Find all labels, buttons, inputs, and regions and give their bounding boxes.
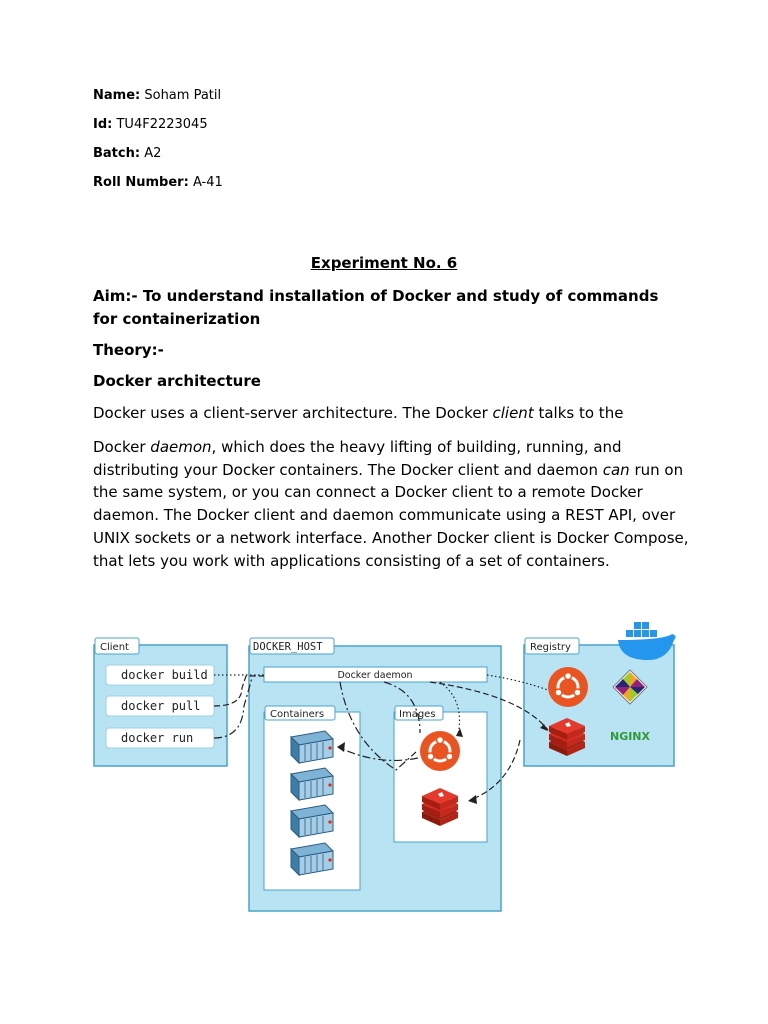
client-title: Client	[100, 642, 129, 653]
id-label: Id:	[93, 117, 113, 132]
redis-registry-icon	[549, 718, 585, 756]
roll-label: Roll Number:	[93, 175, 189, 190]
redis-image-icon	[422, 788, 458, 826]
batch-label: Batch:	[93, 146, 141, 161]
id-value: TU4F2223045	[116, 117, 208, 132]
container-icon	[291, 805, 333, 837]
aim-heading: Aim:- To understand installation of Docker and study of commands for containerization	[93, 287, 659, 328]
theory-heading: Theory:-	[93, 341, 164, 359]
registry-panel	[524, 645, 674, 766]
experiment-title: Experiment No. 6	[310, 254, 458, 272]
paragraph-line: the same system, or you can connect a Docker client to a remote Docker	[93, 483, 643, 502]
emphasis-client: client	[492, 404, 534, 422]
ubuntu-registry-icon	[548, 667, 588, 707]
name-value: Soham Patil	[144, 88, 222, 103]
container-icon	[291, 731, 333, 763]
name-label: Name:	[93, 88, 141, 103]
images-title: Images	[399, 709, 436, 720]
emphasis-daemon: daemon	[150, 438, 212, 456]
paragraph-line: UNIX sockets or a network interface. Another Docker client is Docker Compose,	[93, 528, 689, 547]
containers-title: Containers	[270, 709, 325, 720]
text-run: run on	[629, 460, 684, 479]
text-run: distributing your Docker containers. The Docker client and daemon	[93, 460, 603, 479]
nginx-logo: NGINX	[609, 730, 651, 743]
registry-title: Registry	[530, 642, 571, 653]
container-icon	[291, 843, 333, 875]
text-run: Docker	[93, 438, 151, 456]
section-heading: Docker architecture	[93, 372, 261, 390]
text-run: talks to the	[533, 404, 624, 422]
roll-value: A-41	[192, 175, 223, 190]
text-run: , which does the heavy lifting of building, running, and	[211, 438, 622, 456]
paragraph-line: that lets you work with applications consisting of a set of containers.	[93, 551, 610, 570]
emphasis-can: can	[602, 460, 630, 479]
container-icon	[291, 768, 333, 800]
paragraph-line: daemon. The Docker client and daemon communicate using a REST API, over	[93, 506, 676, 525]
docker-pull-command: docker pull	[121, 699, 201, 713]
docker-build-command: docker build	[121, 668, 208, 682]
docker-run-command: docker run	[121, 731, 194, 745]
batch-value: A2	[144, 146, 162, 161]
docker-host-title: DOCKER_HOST	[253, 641, 323, 653]
docker-daemon-label: Docker daemon	[337, 670, 413, 681]
ubuntu-image-icon	[420, 731, 460, 771]
text-run: Docker uses a client-server architecture. The Docker	[93, 404, 493, 422]
